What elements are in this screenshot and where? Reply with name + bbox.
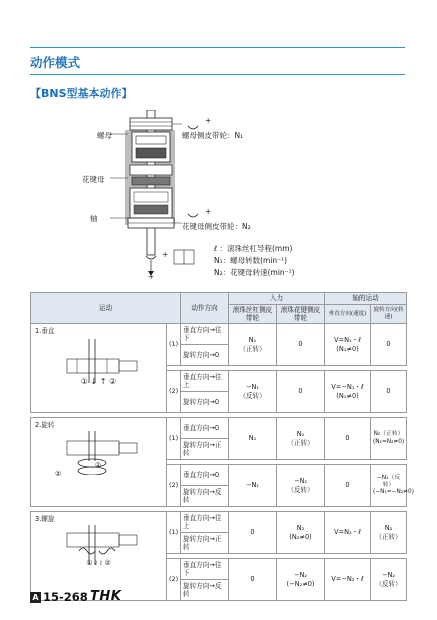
axis-vertical: V=−N₁・ℓ (N₁≠0) [325,371,371,413]
section-title: 动作模式 [30,55,81,70]
case-number: (2) [167,371,181,413]
header-rotation-direction: 旋转方向(转速) [371,305,407,324]
nut-body [132,132,170,162]
input-spline: N₂ （正转） [277,418,325,460]
direction-vertical: 垂直方向→往上 [181,512,229,533]
input-spline: 0 [277,324,325,366]
motion-cell-rotation [31,418,167,507]
rotation-arrow-3 [146,256,156,259]
motion-name: 1.垂直 [35,327,55,335]
input-ball-screw: −N₁ （反转） [229,371,277,413]
page-footer [30,590,88,604]
mechanism-figure [70,110,370,285]
direction-rotation: 旋转方向→反转 [181,486,229,507]
legend-n1: N₁：螺母转数(min⁻¹) [214,256,288,265]
label-nut-pulley: 螺母侧皮带轮：N₁ [182,131,244,140]
spline-pulley [128,218,174,228]
thk-logo: THK [90,589,122,604]
top-rule [30,47,405,48]
plus-3: + [162,250,169,259]
page-number: 15-268 [43,590,88,604]
direction-rotation: 旋转方向→0 [181,392,229,413]
bearing [130,165,172,185]
direction-vertical: 垂直方向→0 [181,465,229,486]
section-badge: A [30,592,41,603]
header-vertical-speed: 垂直方向(速度) [325,305,371,324]
input-spline: −N₂ （反转） [277,465,325,507]
rotation-arrow-1 [188,126,198,129]
motion-cell-spiral: 3.螺旋 ① ≀ ≀ ② [31,512,167,601]
case-1-marker: ① [86,559,93,568]
case-2-marker: ② [55,469,62,478]
header-axis-motion: 轴的运动 [325,293,407,305]
motion-name: 3.螺旋 [35,515,55,523]
motion-name: 2.旋转 [35,421,55,429]
axis-vertical: 0 [325,465,371,507]
axis-vertical: V=N₂・ℓ [325,512,371,554]
label-spline-pulley: 花键母侧皮带轮：N₂ [182,222,251,231]
header-ball-screw-pulley: 滚珠丝杠侧皮带轮 [229,305,277,324]
input-ball-screw: N₁ （正转） [229,324,277,366]
direction-vertical: 垂直方向→往下 [181,559,229,580]
legend-n2: N₂：花键母转速(min⁻¹) [214,268,295,277]
header-input: 入力 [229,293,325,305]
axis-rotation: 0 [371,324,407,366]
legend-lead: ℓ ：滚珠丝杠导程(mm) [214,244,293,253]
header-action-direction: 动作方向 [181,293,229,324]
case-number: (1) [167,418,181,460]
case-2-marker: ② [109,377,117,387]
label-spline-nut: 花键母 [82,175,105,184]
axis-rotation: N₂ （正转） [371,512,407,554]
input-ball-screw: 0 [229,512,277,554]
input-ball-screw: −N₁ [229,465,277,507]
direction-rotation: 旋转方向→正转 [181,533,229,554]
table-row [31,418,407,439]
plus-2: + [205,207,212,216]
case-number: (2) [167,465,181,507]
input-ball-screw: 0 [229,559,277,601]
axis-rotation: −N₂（反转） (−N₁=−N₂≠0) [371,465,407,507]
case-2-marker: ② [104,559,111,568]
axis-vertical: V=−N₂・ℓ [325,559,371,601]
input-spline: 0 [277,371,325,413]
header-spline-pulley: 滚珠花键侧皮带轮 [277,305,325,324]
case-number: (1) [167,512,181,554]
table-row [31,324,407,345]
input-spline: −N₂ (−N₂≠0) [277,559,325,601]
direction-rotation: 旋转方向→正转 [181,439,229,460]
direction-vertical: 垂直方向→往上 [181,371,229,392]
label-shaft: 轴 [90,214,98,223]
label-nut: 螺母 [97,131,112,140]
subtitle: 【BNS型基本动作】 [30,87,133,100]
plus-4: + [148,272,155,281]
direction-vertical: 垂直方向→往下 [181,324,229,345]
axis-rotation: N₂（正转） (N₁=N₂≠0) [371,418,407,460]
case-1-marker: ① [95,461,102,470]
input-spline: N₂ (N₂≠0) [277,512,325,554]
motion-cell-vertical: 1.垂直 ① ↓ ↑ ② [31,324,167,413]
header-motion: 运动 [31,293,181,324]
nut-pulley [130,118,172,130]
motion-table [30,292,414,601]
axis-vertical: V=N₁・ℓ (N₁≠0) [325,324,371,366]
case-1-marker: ① [80,377,88,387]
case-number: (1) [167,324,181,366]
title-rule [30,74,405,75]
rotation-arrow-2 [188,214,198,217]
spline-nut-body [130,188,172,218]
axis-vertical: 0 [325,418,371,460]
direction-rotation: 旋转方向→0 [181,345,229,366]
axis-rotation: −N₂ （反转） [371,559,407,601]
direction-rotation: 旋转方向→反转 [181,580,229,601]
input-ball-screw: N₁ [229,418,277,460]
table-row [31,512,407,533]
axis-rotation: 0 [371,371,407,413]
direction-vertical: 垂直方向→0 [181,418,229,439]
plus-1: + [205,116,212,125]
case-number: (2) [167,559,181,601]
